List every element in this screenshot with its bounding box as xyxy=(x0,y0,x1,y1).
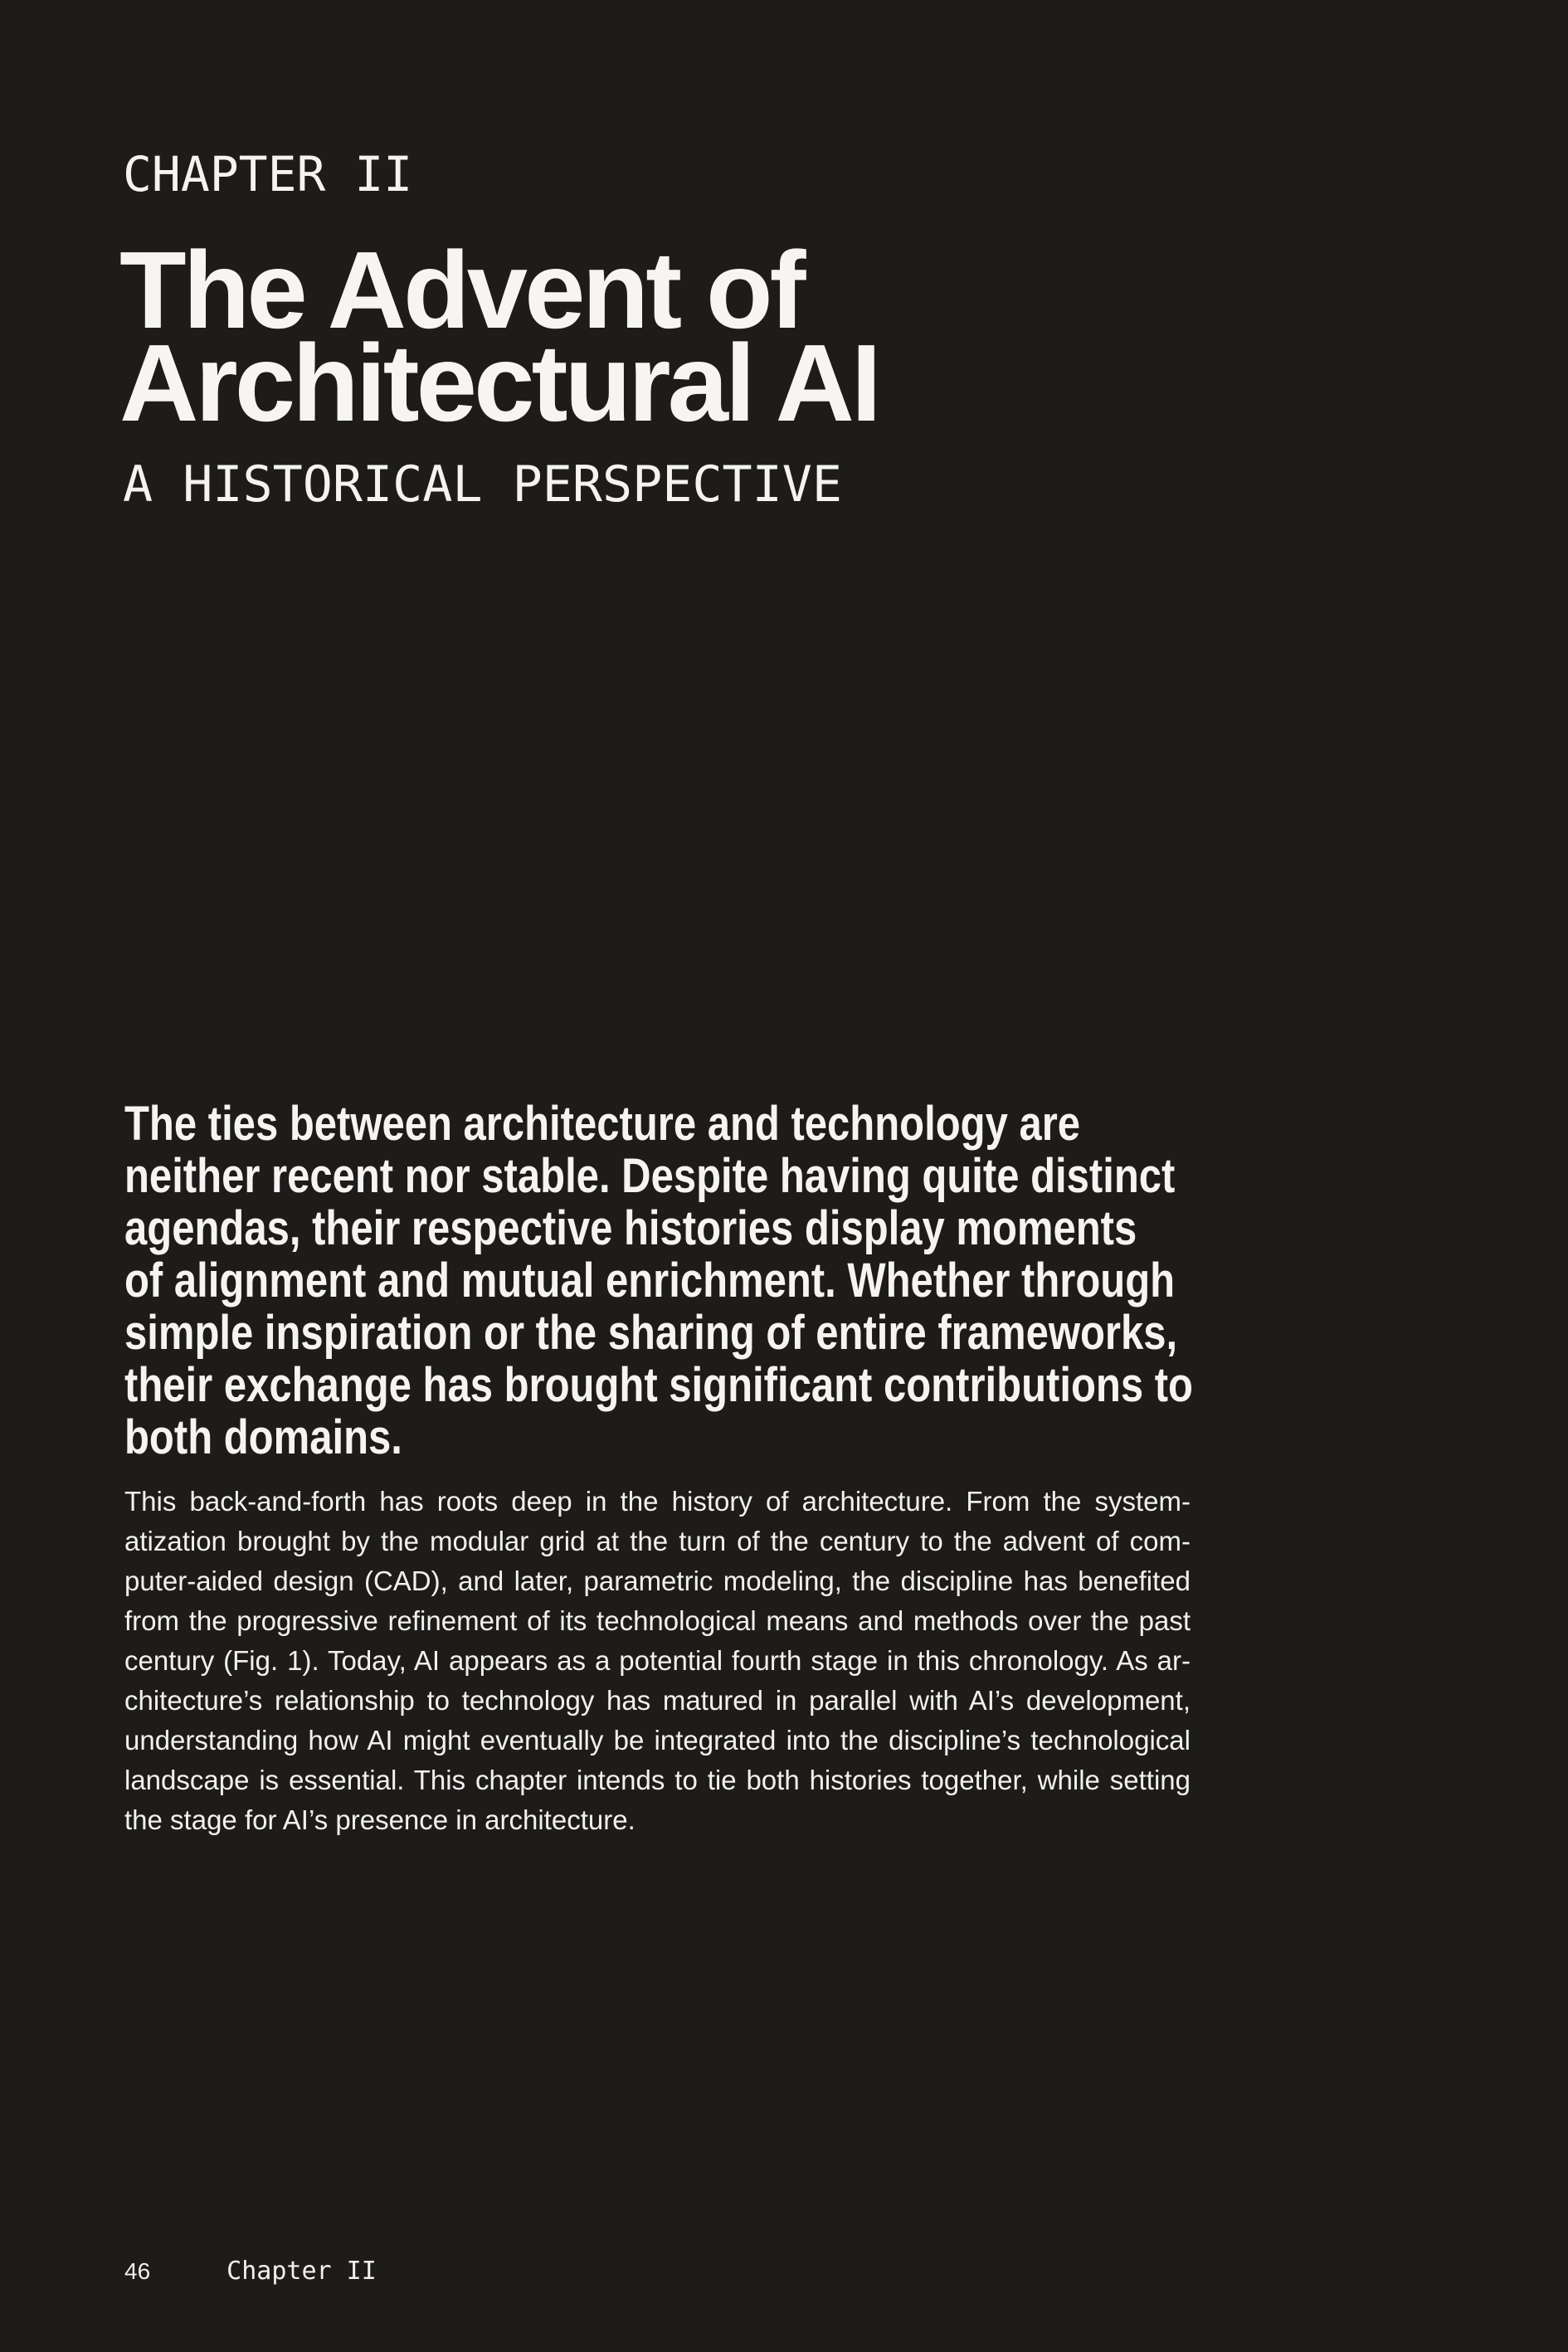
intro-line: simple inspiration or the sharing of entire frameworks, xyxy=(124,1306,1178,1360)
intro-line: The ties between architecture and technology are xyxy=(124,1097,1081,1151)
footer-chapter-ref: Chapter II xyxy=(226,2257,377,2286)
body-line: atization brought by the modular grid at the turn of the century to the advent of com- xyxy=(124,1526,1191,1556)
body-line: This back-and-forth has roots deep in the history of architecture. From the system- xyxy=(124,1486,1191,1517)
intro-paragraph xyxy=(124,1098,1193,1463)
body-line: understanding how AI might eventually be integrated into the discipline’s technological xyxy=(124,1725,1191,1755)
page-number: 46 xyxy=(124,2258,151,2284)
page-footer xyxy=(124,2257,377,2286)
intro-line: agendas, their respective histories display moments xyxy=(124,1201,1137,1255)
intro-line: of alignment and mutual enrichment. Whether through xyxy=(124,1254,1176,1307)
body-line: puter-aided design (CAD), and later, parametric modeling, the discipline has benefited xyxy=(124,1566,1191,1596)
body-paragraph xyxy=(124,1482,1191,1840)
body-line: from the progressive refinement of its technological means and methods over the past xyxy=(124,1605,1191,1636)
page-title-line: Architectural AI xyxy=(119,322,879,444)
page-title xyxy=(119,229,879,444)
intro-line: neither recent nor stable. Despite having quite distinct xyxy=(124,1149,1176,1203)
page-subtitle: A HISTORICAL PERSPECTIVE xyxy=(123,455,842,514)
body-line: century (Fig. 1). Today, AI appears as a potential fourth stage in this chronology. As ar- xyxy=(124,1645,1191,1676)
body-line: chitecture’s relationship to technology has matured in parallel with AI’s development, xyxy=(124,1685,1191,1716)
page-title-line: The Advent of xyxy=(119,229,803,351)
chapter-label: CHAPTER II xyxy=(123,146,413,202)
intro-line: their exchange has brought significant contributions to xyxy=(124,1358,1193,1412)
body-line: landscape is essential. This chapter intends to tie both histories together, while setting xyxy=(124,1765,1191,1795)
intro-line: both domains. xyxy=(124,1410,402,1464)
body-line: the stage for AI’s presence in architecture. xyxy=(124,1804,635,1835)
